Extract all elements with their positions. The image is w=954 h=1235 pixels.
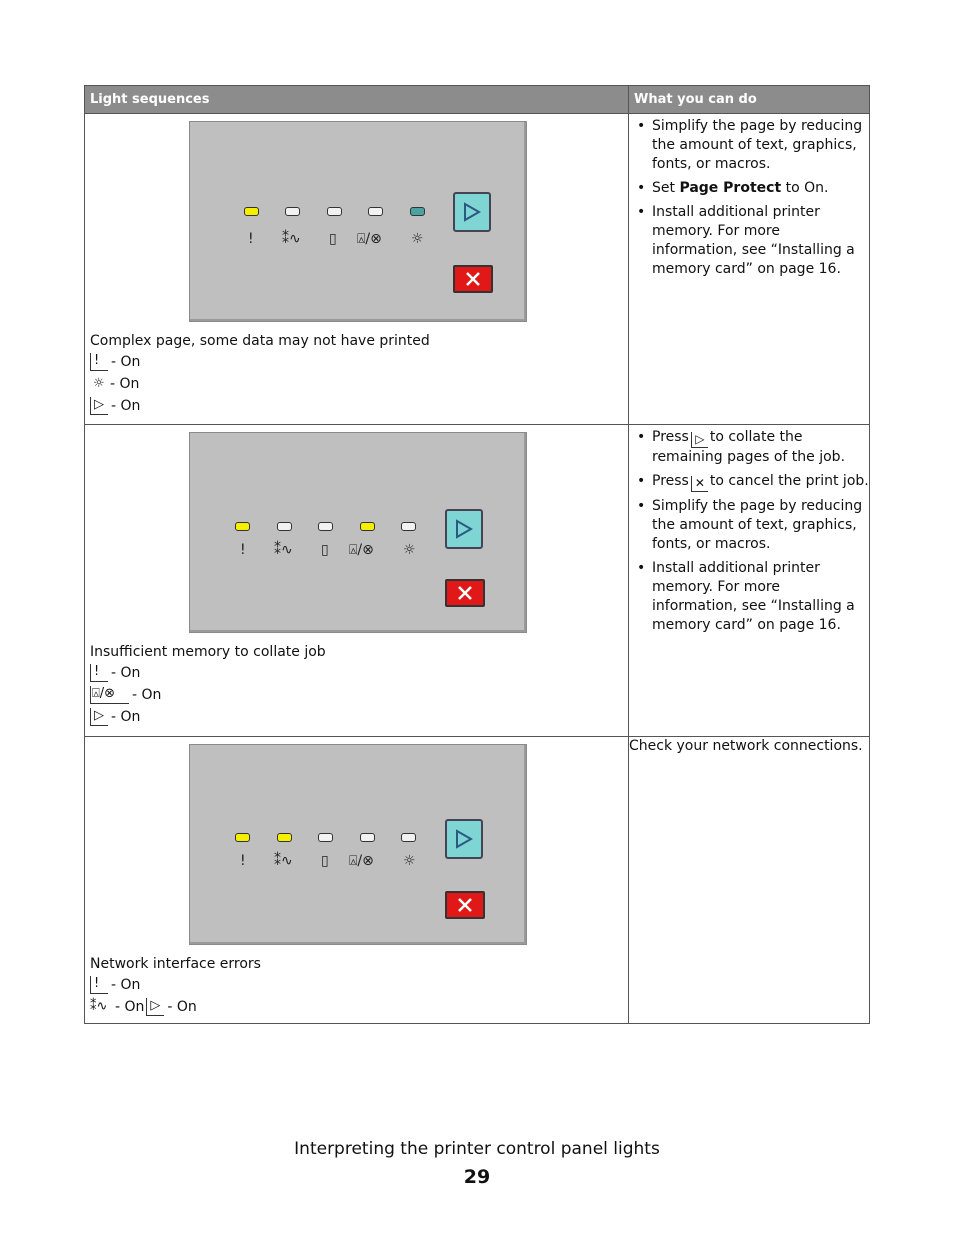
cancel-x-icon (466, 272, 480, 286)
cancel-x-icon (458, 586, 472, 600)
sequence-caption: Insufficient memory to collate job (90, 644, 326, 660)
error-exclamation-icon: ! (240, 542, 246, 558)
actions-list (629, 428, 869, 635)
toner-photoconductor-icon: ⍓/⊗ (90, 686, 129, 704)
continue-button[interactable] (445, 819, 483, 859)
action-item: • Press ✕ to cancel the print job. (652, 472, 869, 492)
ready-led (401, 833, 416, 842)
state-item: ▷ - On (90, 396, 628, 416)
ready-led (401, 522, 416, 531)
toner-photoconductor-icon: ⍓/⊗ (349, 853, 374, 869)
ready-light-icon: ☼ (93, 375, 105, 391)
control-panel-image (189, 744, 527, 945)
error-exclamation-icon: ! (90, 976, 108, 994)
footer-title: Interpreting the printer control panel lights (294, 1139, 660, 1159)
state-item: ! - On (90, 663, 628, 683)
header-what-you-can-do: What you can do (629, 86, 870, 114)
state-item: ! - On (90, 352, 628, 372)
load-paper-led (318, 522, 333, 531)
toner-led (360, 833, 375, 842)
toner-led (360, 522, 375, 531)
play-triangle-icon (463, 202, 481, 222)
toner-led (368, 207, 383, 216)
ready-led (410, 207, 425, 216)
error-exclamation-icon: ! (90, 664, 108, 682)
actions-cell (629, 425, 870, 737)
paper-jam-icon: ⁑∿ (90, 998, 108, 1014)
control-panel-image (189, 432, 527, 633)
page-number: 29 (463, 1166, 491, 1188)
state-item: ▷ - On (90, 707, 628, 727)
cancel-x-icon (458, 898, 472, 912)
error-exclamation-icon: ! (90, 353, 108, 371)
error-led (235, 522, 250, 531)
continue-icon: ▷ (691, 432, 708, 448)
load-paper-led (318, 833, 333, 842)
light-sequence-cell (85, 737, 629, 1024)
paper-jam-icon: ⁑∿ (282, 231, 301, 247)
ready-light-icon: ☼ (403, 853, 416, 869)
load-paper-icon: ▯ (321, 853, 329, 869)
play-triangle-icon (455, 519, 473, 539)
load-paper-icon: ▯ (321, 542, 329, 558)
action-item: • Simplify the page by reducing the amount of text, graphics, fonts, or macros. (652, 117, 869, 174)
toner-photoconductor-icon: ⍓/⊗ (349, 542, 374, 558)
sequence-caption: Network interface errors (90, 956, 261, 972)
cancel-x-icon: ✕ (691, 476, 708, 492)
cancel-button[interactable] (445, 579, 485, 607)
paper-jam-icon: ⁑∿ (274, 542, 293, 558)
error-exclamation-icon: ! (240, 853, 246, 869)
action-text: Check your network connections. (629, 738, 863, 754)
state-item: ☼ - On (90, 374, 628, 394)
load-paper-icon: ▯ (329, 231, 337, 247)
cancel-button[interactable] (453, 265, 493, 293)
cancel-button[interactable] (445, 891, 485, 919)
action-item: • Install additional printer memory. For more information, see “Installing a memory card” on page 16. (652, 203, 869, 279)
light-sequence-cell (85, 425, 629, 737)
paper-jam-led (277, 833, 292, 842)
ready-light-icon: ☼ (411, 231, 424, 247)
action-item: • Set Page Protect to On. (652, 179, 869, 198)
action-item: • Simplify the page by reducing the amount of text, graphics, fonts, or macros. (652, 497, 869, 554)
header-light-sequences: Light sequences (85, 86, 629, 114)
paper-jam-icon: ⁑∿ (274, 853, 293, 869)
continue-icon: ▷ (90, 708, 108, 726)
error-led (235, 833, 250, 842)
state-item: ⁑∿ - On ▷ - On (90, 998, 197, 1015)
light-sequence-cell (85, 114, 629, 425)
actions-list (629, 117, 869, 279)
continue-icon: ▷ (90, 397, 108, 415)
actions-cell (629, 114, 870, 425)
continue-button[interactable] (445, 509, 483, 549)
paper-jam-led (277, 522, 292, 531)
paper-jam-led (285, 207, 300, 216)
toner-photoconductor-icon: ⍓/⊗ (357, 231, 382, 247)
action-item: • Press ▷ to collate the remaining pages of the job. (652, 428, 869, 467)
play-triangle-icon (455, 829, 473, 849)
continue-button[interactable] (453, 192, 491, 232)
continue-icon: ▷ (146, 998, 164, 1016)
action-item: • Install additional printer memory. For more information, see “Installing a memory card” on page 16. (652, 559, 869, 635)
actions-cell (629, 737, 870, 1024)
light-sequences-table (84, 85, 870, 1024)
state-item: ! - On (90, 975, 628, 995)
ready-light-icon: ☼ (403, 542, 416, 558)
control-panel-image (189, 121, 527, 322)
load-paper-led (327, 207, 342, 216)
sequence-caption: Complex page, some data may not have printed (90, 333, 430, 349)
error-exclamation-icon: ! (248, 231, 254, 247)
error-led (244, 207, 259, 216)
state-item: ⍓/⊗ - On (92, 686, 162, 703)
